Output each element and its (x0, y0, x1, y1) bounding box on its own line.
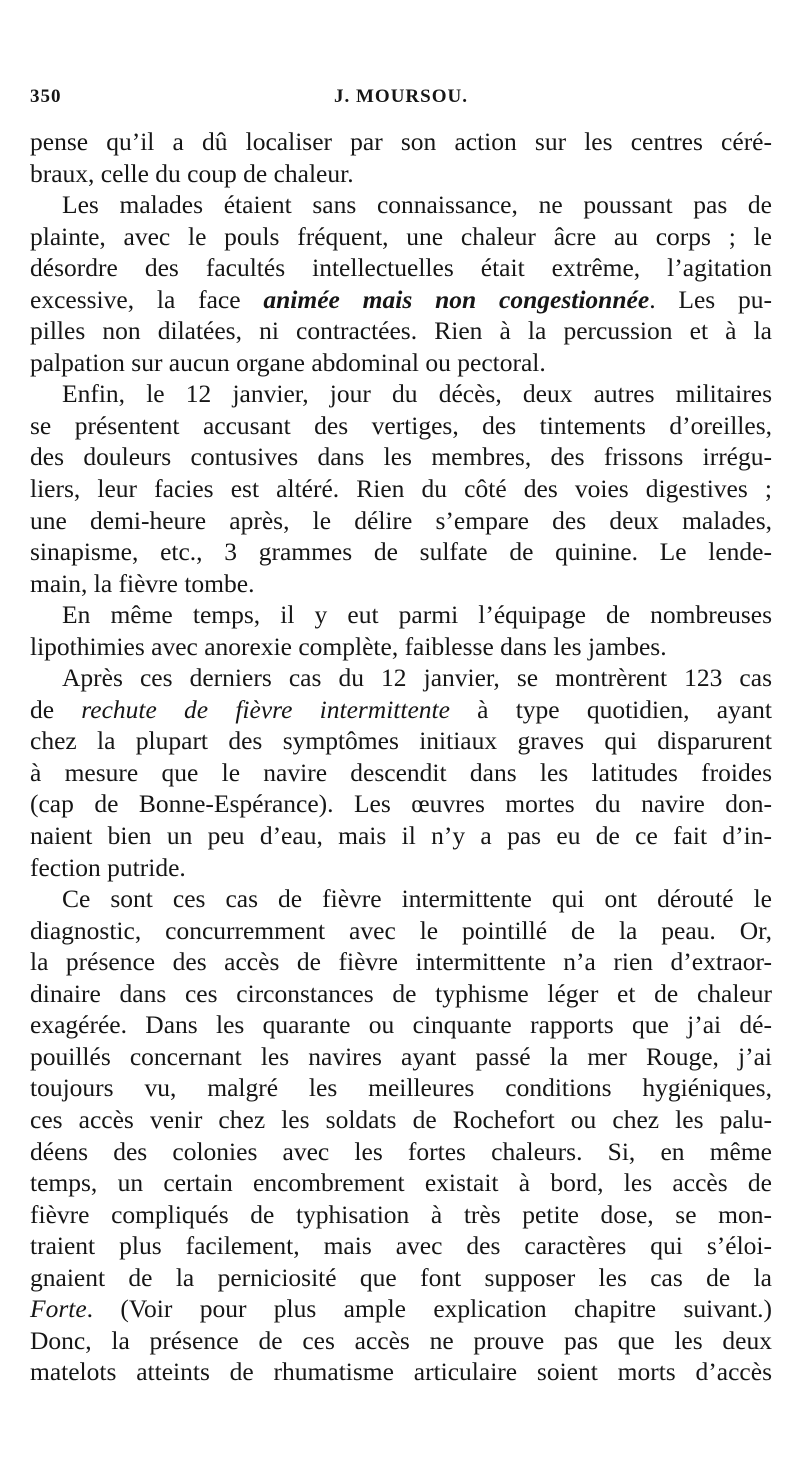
text-line: une demi-heure après, le délire s’empare des deux malades, (30, 505, 772, 535)
text-line: désordre des facultés intellectuelles était extrême, l’agitation (30, 253, 772, 283)
text-line: traient plus facilement, mais avec des caractères qui s’éloi- (30, 1231, 772, 1261)
text-run: . Les pu- (649, 284, 773, 314)
text-line: chez la plupart des symptômes initiaux graves qui disparurent (30, 726, 772, 756)
text-line: diagnostic, concurremment avec le pointillé de la peau. Or, (30, 915, 772, 945)
text-line: Ce sont ces cas de fièvre intermittente qui ont dérouté le (62, 884, 772, 914)
emphasis-run: animée mais non congestionnée (263, 284, 650, 314)
emphasis-run: Forte (30, 1294, 87, 1324)
page-number: 350 (30, 86, 62, 107)
text-line: main, la fièvre tombe. (30, 568, 255, 598)
body-text (30, 126, 772, 1388)
text-run: à type quotidien, ayant (449, 694, 772, 724)
text-line: Donc, la présence de ces accès ne prouve pas que les deux (30, 1325, 772, 1355)
text-line: exagérée. Dans les quarante ou cinquante rapports que j’ai dé- (30, 1010, 772, 1040)
text-line: liers, leur facies est altéré. Rien du côté des voies digestives ; (30, 474, 772, 504)
text-line: sinapisme, etc., 3 grammes de sulfate de quinine. Le lende- (30, 537, 772, 567)
text-run: excessive, la face (30, 284, 264, 314)
text-line: des douleurs contusives dans les membres, des frissons irrégu- (30, 442, 772, 472)
text-line: Après ces derniers cas du 12 janvier, se montrèrent 123 cas (62, 663, 772, 693)
text-line (30, 694, 772, 726)
text-line: à mesure que le navire descendit dans les latitudes froides (30, 757, 772, 787)
text-line: braux, celle du coup de chaleur. (30, 158, 354, 188)
text-line: toujours vu, malgré les meilleures conditions hygiéniques, (30, 1073, 772, 1103)
text-block (30, 126, 772, 1388)
text-line: lipothimies avec anorexie complète, faiblesse dans les jambes. (30, 631, 667, 661)
text-line: la présence des accès de fièvre intermittente n’a rien d’extraor- (30, 947, 772, 977)
text-line: pense qu’il a dû localiser par son action sur les centres céré- (30, 127, 772, 156)
text-line: palpation sur aucun organe abdominal ou pectoral. (30, 347, 546, 377)
text-line: En même temps, il y eut parmi l’équipage de nombreuses (62, 600, 772, 630)
text-line: matelots atteints de rhumatisme articulaire soient morts d’accès (30, 1357, 772, 1387)
text-line: (cap de Bonne-Espérance). Les œuvres mortes du navire don- (30, 789, 772, 819)
text-line: plainte, avec le pouls fréquent, une chaleur âcre au corps ; le (30, 221, 772, 251)
text-line: ces accès venir chez les soldats de Rochefort ou chez les palu- (30, 1104, 772, 1134)
text-line: fection putride. (30, 852, 186, 882)
running-title: J. MOURSOU. (334, 86, 468, 107)
emphasis-run: rechute de fièvre intermittente (81, 694, 450, 724)
text-line: se présentent accusant des vertiges, des tintements d’oreilles, (30, 410, 772, 440)
text-run: . (Voir pour plus ample explication chapitre suivant.) (86, 1294, 772, 1324)
text-line: gnaient de la perniciosité que font supposer les cas de la (30, 1262, 772, 1292)
text-line: temps, un certain encombrement existait à bord, les accès de (30, 1168, 772, 1198)
text-line: déens des colonies avec les fortes chaleurs. Si, en même (30, 1136, 772, 1166)
text-line: Enfin, le 12 janvier, jour du décès, deux autres militaires (62, 379, 772, 409)
text-line: dinaire dans ces circonstances de typhisme léger et de chaleur (30, 978, 772, 1008)
text-line (30, 284, 772, 316)
text-line: fièvre compliqués de typhisation à très petite dose, se mon- (30, 1199, 772, 1229)
text-line (30, 1293, 772, 1325)
text-run: de (30, 694, 82, 724)
text-line: naient bien un peu d’eau, mais il n’y a pas eu de ce fait d’in- (30, 821, 772, 851)
running-head (30, 86, 772, 116)
text-line: pilles non dilatées, ni contractées. Rien à la percussion et à la (30, 316, 772, 346)
text-line: pouillés concernant les navires ayant passé la mer Rouge, j’ai (30, 1041, 772, 1071)
text-line: Les malades étaient sans connaissance, ne poussant pas de (62, 190, 772, 220)
